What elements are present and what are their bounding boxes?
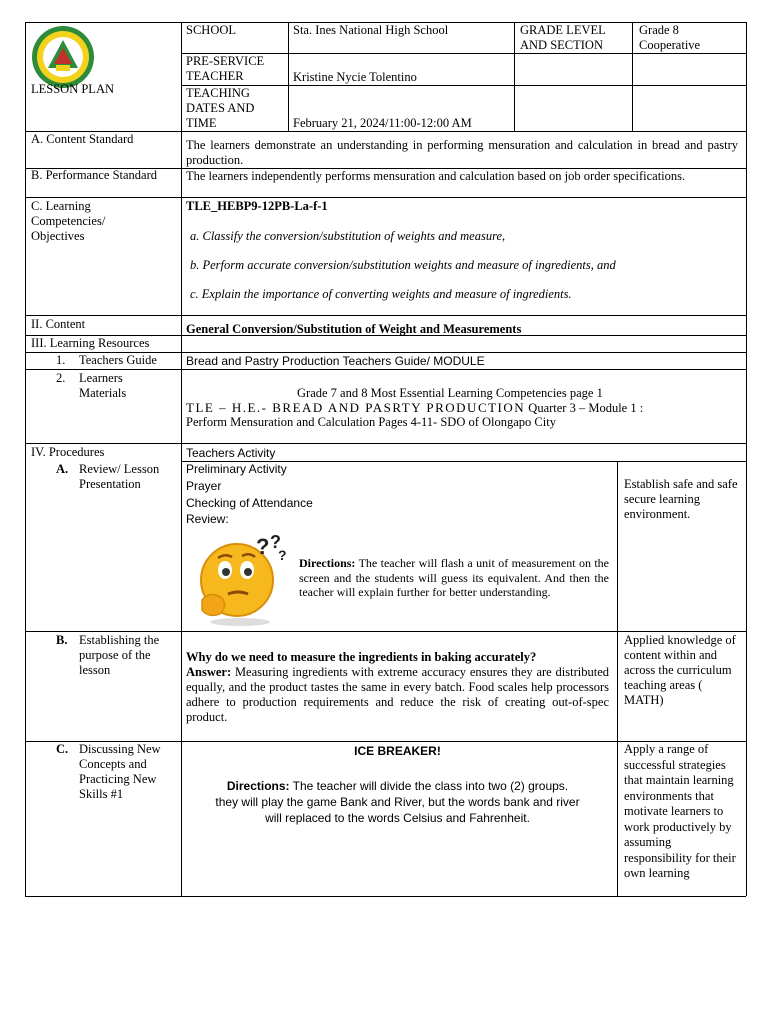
proc-b-question: Why do we need to measure the ingredients in baking accurately? bbox=[186, 650, 537, 664]
proc-a-directions bbox=[299, 556, 609, 600]
tg-value: Bread and Pastry Production Teachers Guide/ MODULE bbox=[186, 354, 485, 368]
teacher-value: Kristine Nycie Tolentino bbox=[293, 70, 417, 84]
thinking-emoji-icon bbox=[192, 530, 292, 626]
proc-b-label: Establishing the purpose of the lesson bbox=[79, 633, 160, 677]
dates-label: TEACHING DATES AND TIME bbox=[186, 86, 255, 130]
objective-c: c. Explain the importance of converting weights and measure of ingredients. bbox=[190, 287, 572, 301]
procedures-label: IV. Procedures bbox=[31, 445, 105, 459]
proc-a-directions-text: The teacher will flash a unit of measurement on the screen and the students will guess its equivalent. And then the teacher will explain further for better understanding. bbox=[299, 556, 609, 599]
proc-c-label: Discussing New Concepts and Practicing New Skills #1 bbox=[79, 742, 161, 801]
svg-text:?: ? bbox=[256, 534, 270, 559]
competency-code: TLE_HEBP9-12PB-La-f-1 bbox=[186, 199, 328, 213]
proc-c-title: ICE BREAKER! bbox=[354, 744, 441, 758]
proc-c-directions bbox=[186, 779, 609, 794]
proc-a-letter: A. bbox=[56, 462, 69, 476]
lm-number: 2. bbox=[56, 371, 66, 385]
content-label: II. Content bbox=[31, 317, 86, 331]
proc-a-line4: Review: bbox=[186, 512, 229, 526]
content-text: General Conversion/Substitution of Weight and Measurements bbox=[186, 322, 522, 336]
lm-line2-quarter: Quarter 3 – Module 1 : bbox=[525, 401, 644, 415]
competencies-label: C. Learning Competencies/ Objectives bbox=[31, 199, 106, 243]
proc-a-line3: Checking of Attendance bbox=[186, 496, 313, 510]
proc-b-answer-text: Measuring ingredients with extreme accuracy ensures they are distributed equally, and the product tastes the same in every batch. Food scales help processors adhere to production requirements and reduce the risk of creating out-of-spec product. bbox=[186, 665, 609, 724]
proc-c-line2: they will play the game Bank and River, but the words bank and river bbox=[215, 795, 580, 809]
teachers-activity-header: Teachers Activity bbox=[186, 446, 276, 460]
proc-b-answer-label: Answer: bbox=[186, 665, 232, 679]
content-standard-label: A. Content Standard bbox=[31, 132, 134, 146]
resources-label: III. Learning Resources bbox=[31, 336, 150, 350]
svg-text:?: ? bbox=[278, 547, 287, 563]
proc-c-note: Apply a range of successful strategies that maintain learning environments that motivate learners to work productively by assuming responsibility for their own learning bbox=[624, 742, 736, 880]
svg-text:?: ? bbox=[270, 532, 281, 552]
proc-b-letter: B. bbox=[56, 633, 68, 647]
proc-a-note: Establish safe and safe secure learning environment. bbox=[624, 477, 738, 521]
content-standard-text: The learners demonstrate an understanding in performing mensuration and calculation in bread and pastry production. bbox=[186, 138, 738, 167]
proc-c-line3: will replaced to the words Celsius and Fahrenheit. bbox=[265, 811, 530, 825]
school-value: Sta. Ines National High School bbox=[293, 23, 449, 37]
proc-b-answer bbox=[186, 665, 609, 725]
proc-a-line2: Prayer bbox=[186, 479, 222, 493]
proc-c-directions-label: Directions: bbox=[226, 779, 290, 793]
grade-value: Grade 8 Cooperative bbox=[639, 23, 701, 52]
tg-label: Teachers Guide bbox=[79, 353, 157, 367]
objective-a: a. Classify the conversion/substitution of weights and measure, bbox=[190, 229, 506, 243]
dates-value: February 21, 2024/11:00-12:00 AM bbox=[293, 116, 472, 130]
school-label: SCHOOL bbox=[186, 23, 237, 37]
proc-a-line1: Preliminary Activity bbox=[186, 462, 287, 476]
school-logo bbox=[30, 24, 96, 90]
grade-label: GRADE LEVEL AND SECTION bbox=[520, 23, 606, 52]
objective-b: b. Perform accurate conversion/substitution weights and measure of ingredients, and bbox=[190, 258, 616, 272]
performance-standard-label: B. Performance Standard bbox=[31, 168, 158, 182]
proc-a-label: Review/ Lesson Presentation bbox=[79, 462, 160, 491]
tg-number: 1. bbox=[56, 353, 66, 367]
lm-line1: Grade 7 and 8 Most Essential Learning Competencies page 1 bbox=[297, 386, 603, 400]
lesson-plan-title: LESSON PLAN bbox=[31, 82, 114, 96]
lm-line2-title: TLE – H.E.- BREAD AND PASRTY PRODUCTION bbox=[186, 400, 526, 415]
lm-line3: Perform Mensuration and Calculation Pages 4-11- SDO of Olongapo City bbox=[186, 415, 556, 429]
proc-c-directions-text: The teacher will divide the class into two (2) groups. bbox=[289, 779, 569, 793]
teacher-label: PRE-SERVICE TEACHER bbox=[186, 54, 265, 83]
proc-a-directions-label: Directions: bbox=[299, 556, 356, 570]
proc-c-letter: C. bbox=[56, 742, 69, 756]
proc-b-note: Applied knowledge of content within and across the curriculum teaching areas ( MATH) bbox=[624, 633, 736, 707]
lm-label: Learners Materials bbox=[79, 371, 127, 400]
performance-standard-text: The learners independently performs mensuration and calculation based on job order specifications. bbox=[186, 169, 686, 183]
